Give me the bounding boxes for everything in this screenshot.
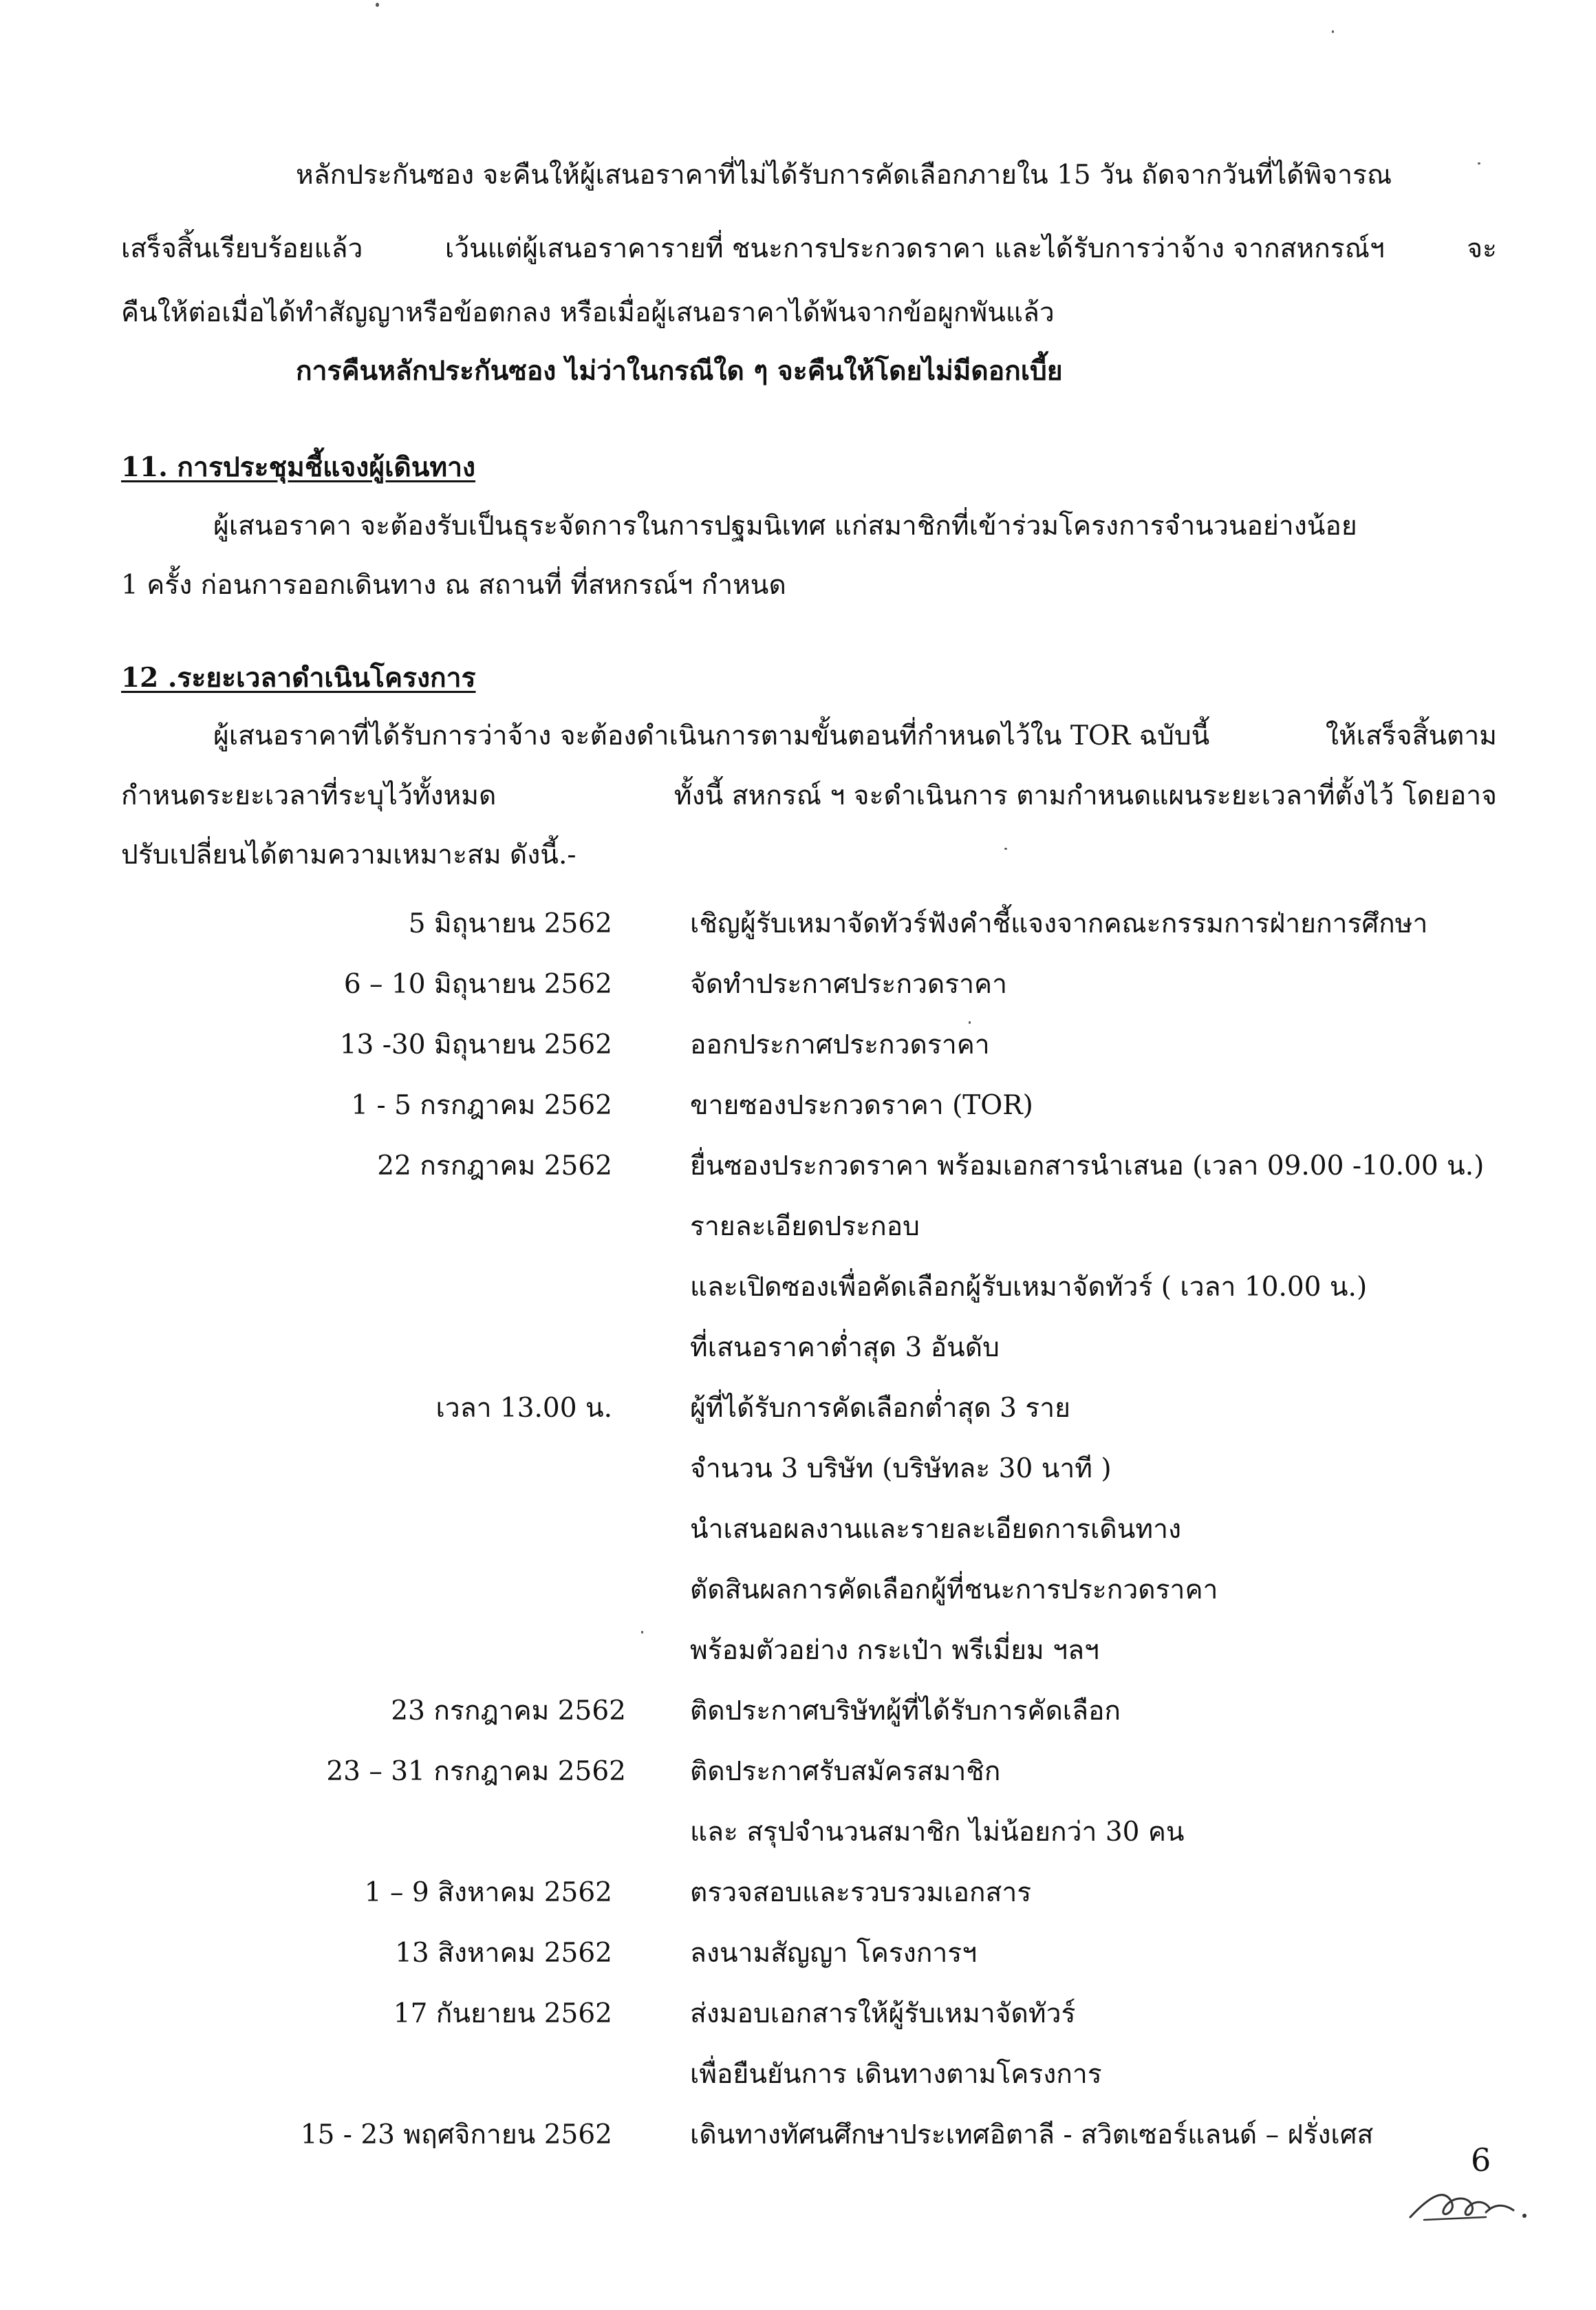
section-12-line-1 — [213, 718, 1497, 755]
section-12-line-1-part-a: ผู้เสนอราคาที่ได้รับการว่าจ้าง จะต้องดำเนินการตามขั้นตอนที่กำหนดไว้ใน TOR ฉบับนี้ — [213, 720, 1210, 751]
schedule-task: จัดทำประกาศประกวดราคา — [690, 969, 1008, 1000]
schedule-date: 22 กรกฎาคม 2562 — [377, 1151, 612, 1181]
scan-speck — [641, 1631, 643, 1634]
section-12-line-1-part-b: ให้เสร็จสิ้นตาม — [1325, 720, 1497, 751]
guarantee-line-3: คืนให้ต่อเมื่อได้ทำสัญญาหรือข้อตกลง หรือเมื่อผู้เสนอราคาได้พ้นจากข้อผูกพันแล้ว — [121, 297, 1055, 328]
schedule-task: ยื่นซองประกวดราคา พร้อมเอกสารนำเสนอ (เวลา 09.00 -10.00 น.) — [690, 1151, 1485, 1181]
guarantee-line-1: หลักประกันซอง จะคืนให้ผู้เสนอราคาที่ไม่ได้รับการคัดเลือกภายใน 15 วัน ถัดจากวันที่ได้พิจารณ — [296, 160, 1392, 191]
guarantee-line-2-part-c: จะ — [1467, 233, 1497, 264]
schedule-date: 1 - 5 กรกฎาคม 2562 — [351, 1090, 612, 1121]
schedule-task: พร้อมตัวอย่าง กระเป๋า พรีเมี่ยม ฯลฯ — [690, 1635, 1099, 1666]
schedule-task: เพื่อยืนยันการ เดินทางตามโครงการ — [690, 2059, 1102, 2090]
page-number: 6 — [1471, 2141, 1491, 2179]
schedule-task: และ สรุปจำนวนสมาชิก ไม่น้อยกว่า 30 คน — [690, 1817, 1185, 1848]
schedule-date: 15 - 23 พฤศจิกายน 2562 — [300, 2119, 612, 2150]
handwritten-initials — [1403, 2174, 1534, 2229]
schedule-date: 5 มิถุนายน 2562 — [408, 908, 612, 939]
schedule-task: รายละเอียดประกอบ — [690, 1211, 920, 1242]
scan-speck — [1004, 848, 1007, 850]
schedule-date: 23 กรกฎาคม 2562 — [391, 1696, 626, 1726]
section-12-line-2-part-b: ทั้งนี้ สหกรณ์ ฯ จะดำเนินการ ตามกำหนดแผนระยะเวลาที่ตั้งไว้ โดยอาจ — [673, 780, 1497, 811]
schedule-task: ผู้ที่ได้รับการคัดเลือกต่ำสุด 3 ราย — [690, 1393, 1071, 1424]
schedule-date: 13 -30 มิถุนายน 2562 — [339, 1029, 612, 1060]
schedule-task: และเปิดซองเพื่อคัดเลือกผู้รับเหมาจัดทัวร์ ( เวลา 10.00 น.) — [690, 1272, 1368, 1303]
schedule-task: เดินทางทัศนศึกษาประเทศอิตาลี - สวิตเซอร์แลนด์ – ฝรั่งเศส — [690, 2119, 1374, 2150]
guarantee-line-2-part-a: เสร็จสิ้นเรียบร้อยแล้ว — [121, 233, 363, 264]
schedule-task: ตรวจสอบและรวบรวมเอกสาร — [690, 1877, 1032, 1908]
schedule-task: ตัดสินผลการคัดเลือกผู้ที่ชนะการประกวดราคา — [690, 1574, 1218, 1605]
schedule-task: ส่งมอบเอกสารให้ผู้รับเหมาจัดทัวร์ — [690, 1998, 1076, 2029]
section-12-line-2 — [121, 778, 1497, 815]
schedule-task: ลงนามสัญญา โครงการฯ — [690, 1938, 978, 1969]
schedule-date: 23 – 31 กรกฎาคม 2562 — [326, 1756, 626, 1787]
schedule-date: 1 – 9 สิงหาคม 2562 — [364, 1877, 612, 1908]
scan-speck — [969, 1021, 971, 1024]
guarantee-bold-note: การคืนหลักประกันซอง ไม่ว่าในกรณีใด ๆ จะคืนให้โดยไม่มีดอกเบี้ย — [296, 355, 1063, 387]
guarantee-line-2-part-b: เว้นแต่ผู้เสนอราคารายที่ ชนะการประกวดราคา และได้รับการว่าจ้าง จากสหกรณ์ฯ — [444, 233, 1385, 264]
schedule-task: ติดประกาศบริษัทผู้ที่ได้รับการคัดเลือก — [690, 1696, 1121, 1726]
schedule-task: จำนวน 3 บริษัท (บริษัทละ 30 นาที ) — [690, 1453, 1112, 1484]
schedule-task: นำเสนอผลงานและรายละเอียดการเดินทาง — [690, 1514, 1182, 1545]
scan-speck — [1332, 30, 1334, 33]
scan-speck — [1478, 162, 1480, 164]
section-12-line-2-part-a: กำหนดระยะเวลาที่ระบุไว้ทั้งหมด — [121, 780, 497, 811]
section-11-heading: 11. การประชุมชี้แจงผู้เดินทาง — [121, 451, 476, 483]
section-12-line-3: ปรับเปลี่ยนได้ตามความเหมาะสม ดังนี้.- — [121, 839, 576, 870]
schedule-task: ติดประกาศรับสมัครสมาชิก — [690, 1756, 1001, 1787]
section-11-line-2: 1 ครั้ง ก่อนการออกเดินทาง ณ สถานที่ ที่สหกรณ์ฯ กำหนด — [121, 570, 786, 601]
schedule-date: 6 – 10 มิถุนายน 2562 — [343, 969, 612, 1000]
section-12-heading: 12 .ระยะเวลาดำเนินโครงการ — [121, 662, 476, 694]
schedule-date: 13 สิงหาคม 2562 — [395, 1938, 612, 1969]
schedule-date: 17 กันยายน 2562 — [393, 1998, 612, 2029]
schedule-task: ขายซองประกวดราคา (TOR) — [690, 1090, 1033, 1121]
schedule-date: เวลา 13.00 น. — [435, 1393, 612, 1424]
schedule-task: เชิญผู้รับเหมาจัดทัวร์ฟังคำชี้แจงจากคณะกรรมการฝ่ายการศึกษา — [690, 908, 1428, 939]
guarantee-line-2 — [121, 231, 1497, 268]
schedule-task: ที่เสนอราคาต่ำสุด 3 อันดับ — [690, 1332, 1000, 1363]
section-11-line-1: ผู้เสนอราคา จะต้องรับเป็นธุระจัดการในการปฐมนิเทศ แก่สมาชิกที่เข้าร่วมโครงการจำนวนอย่างน้อย — [213, 511, 1357, 542]
scan-speck — [376, 3, 379, 7]
schedule-task: ออกประกาศประกวดราคา — [690, 1029, 990, 1060]
